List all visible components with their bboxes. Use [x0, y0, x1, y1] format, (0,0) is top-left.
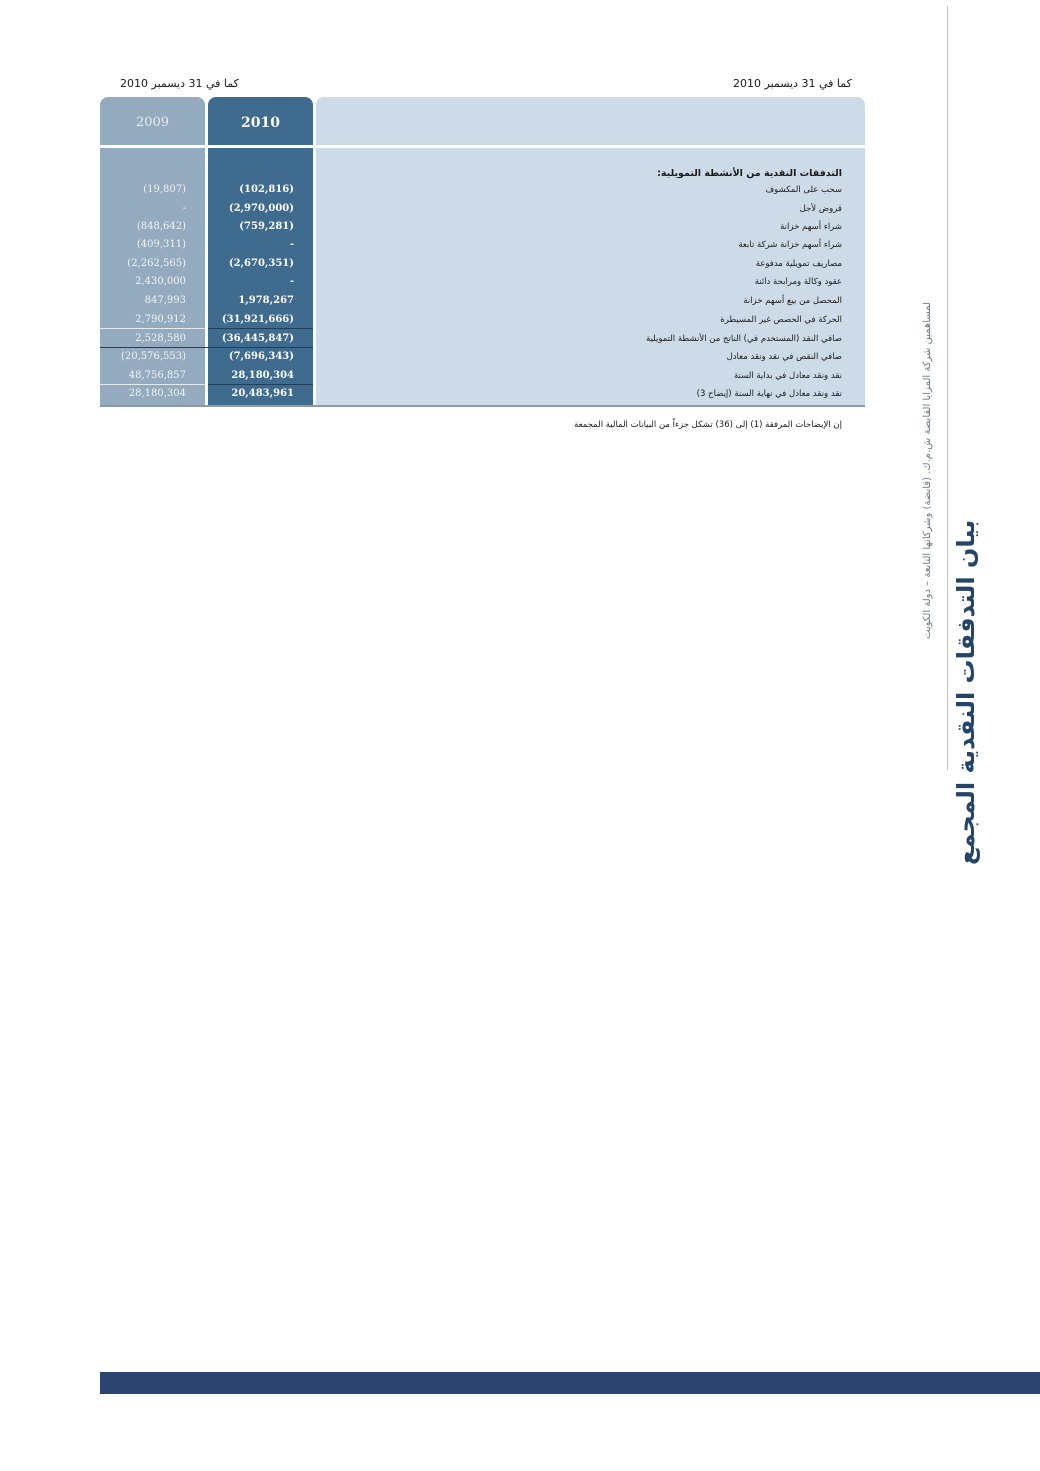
subtotal-rule-2009: [100, 328, 205, 329]
row-value-2010: -: [289, 276, 294, 287]
current-year-header: 2010: [241, 115, 280, 131]
row-value-2009: 847,993: [144, 295, 186, 306]
row-value-2010: (31,921,666): [221, 314, 294, 325]
side-subtitle: لمساهمين شركة المزايا القابضة ش.م.ك. (قابضة) وشركاتها التابعة – دولة الكويت: [922, 302, 933, 640]
row-label-term-loans: قروض لأجل: [799, 204, 842, 214]
table-bottom-rule: [100, 405, 865, 407]
row-label-finance-costs: مصاريف تمويلية مدفوعة: [755, 259, 842, 269]
prior-year-header: 2009: [135, 115, 170, 130]
row-value-2009: -: [182, 203, 186, 214]
row-value-2010: (36,445,847): [221, 333, 294, 344]
row-value-2010: (2,670,351): [228, 258, 294, 269]
row-value-2009: (2,262,565): [127, 258, 186, 269]
row-value-2010: (759,281): [239, 221, 294, 232]
final-rule-2009: [100, 384, 205, 385]
row-value-2009: (848,642): [136, 221, 186, 232]
row-value-2010: -: [289, 239, 294, 250]
row-label-cash-beginning: نقد ونقد معادل في بداية السنة: [734, 371, 842, 381]
section-title: التدفقات النقدية من الأنشطة التمويلية:: [657, 168, 842, 179]
row-value-2010: 20,483,961: [231, 388, 294, 399]
as-of-date-right: كما في 31 ديسمبر 2010: [733, 77, 852, 90]
row-value-2009: 48,756,857: [128, 370, 186, 381]
row-label-overdraft: سحب على المكشوف: [765, 185, 842, 195]
row-value-2009: 28,180,304: [128, 388, 186, 399]
as-of-date-left: كما في 31 ديسمبر 2010: [120, 77, 239, 90]
row-label-treasury-purchase: شراء أسهم خزانة: [780, 222, 842, 232]
row-value-2009: (20,576,553): [120, 351, 186, 362]
subtotal-rule-2010: [208, 328, 313, 329]
header-separator: [100, 145, 865, 148]
row-value-2010: 1,978,267: [238, 295, 294, 306]
footnote: إن الإيضاحات المرفقة (1) إلى (36) تشكل جزءاً من البيانات المالية المجمعة: [574, 420, 842, 430]
row-value-2009: (19,807): [143, 184, 186, 195]
row-value-2009: 2,430,000: [135, 276, 186, 287]
row-label-non-controlling: الحركة في الحصص غير المسيطرة: [720, 315, 842, 325]
side-title: بيان التدفقات النقدية المجمع: [952, 520, 980, 866]
row-value-2010: 28,180,304: [231, 370, 294, 381]
row-value-2010: (7,696,343): [228, 351, 294, 362]
final-rule-2010: [208, 384, 313, 385]
row-label-subsidiary-treasury: شراء أسهم خزانة شركة تابعة: [738, 240, 842, 250]
row-label-treasury-sale: المحصل من بيع أسهم خزانة: [743, 296, 842, 306]
footer-band: [100, 1372, 1040, 1394]
row-value-2010: (2,970,000): [228, 203, 294, 214]
row-label-net-decrease: صافي النقص في نقد ونقد معادل: [726, 352, 842, 362]
row-value-2009: 2,790,912: [135, 314, 186, 325]
side-divider: [947, 6, 948, 770]
row-value-2009: 2,528,580: [135, 333, 186, 344]
row-label-wakala-murabaha: عقود وكالة ومرابحة دائنة: [754, 277, 842, 287]
row-value-2010: (102,816): [239, 184, 294, 195]
total-rule: [100, 347, 313, 348]
row-value-2009: (409,311): [136, 239, 186, 250]
row-label-cash-ending: نقد ونقد معادل في نهاية السنة (إيضاح 3): [696, 389, 842, 399]
row-label-net-financing: صافي النقد (المستخدم في) الناتج من الأنشطة التمويلية: [646, 334, 842, 344]
